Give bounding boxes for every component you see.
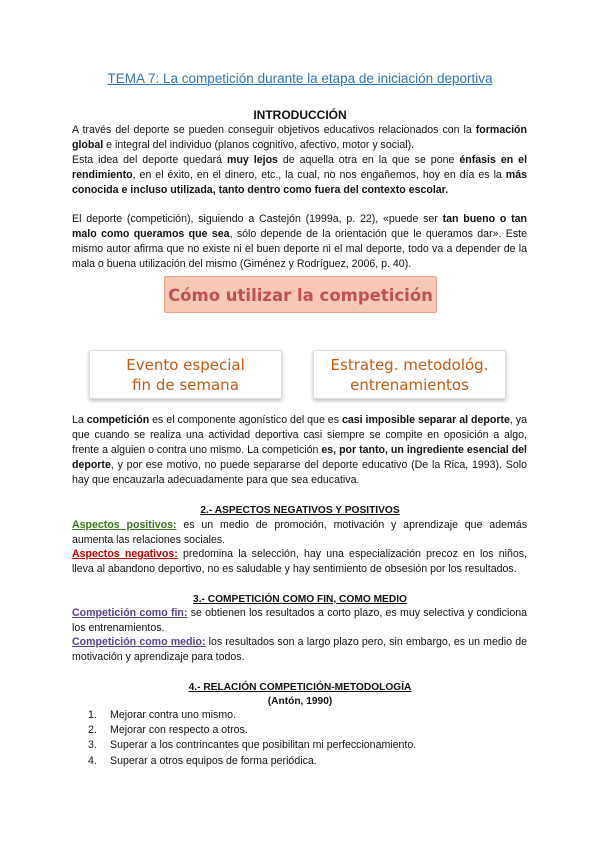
text-run: A través del deporte se pueden conseguir objetivos educativos relacionados con la (72, 124, 476, 136)
end-label: Competición como fin: (72, 607, 188, 619)
intro-paragraph-2 (72, 153, 527, 198)
competition-paragraph (72, 413, 527, 488)
bold-run: es, por tanto, un ingrediente esencial del deporte (72, 444, 528, 471)
section-4-heading: 4.- RELACIÓN COMPETICIÓN-METODOLOGÍA (188, 682, 412, 693)
text-run: de aquella otra en la que se pone (277, 154, 460, 166)
section-3-heading: 3.- COMPETICIÓN COMO FIN, COMO MEDIO (193, 594, 407, 605)
diagram-left-line-1: Evento especial (126, 356, 245, 374)
list-item: 2. Mejorar con respecto a otros. (88, 724, 248, 737)
bold-run: casi imposible separar al deporte (341, 414, 510, 426)
bold-run: formación global (72, 124, 527, 151)
text-run: , en el éxito, en el dinero, etc., la cual, no nos engañemos, hoy en día es la (132, 169, 506, 181)
text-run: es el componente agonístico del que es (149, 414, 342, 426)
list-item: 3. Superar a los contrincantes que posibilitan mi perfeccionamiento. (88, 739, 417, 752)
positive-label: Aspectos positivos: (72, 519, 177, 531)
text-run: e integral del individuo (planos cognitivo, afectivo, motor y social). (103, 139, 415, 151)
list-item: 4. Superar a otros equipos de forma periódica. (88, 754, 317, 767)
document-title: TEMA 7: La competición durante la etapa de iniciación deportiva (107, 71, 493, 86)
positive-aspects (72, 518, 527, 548)
bold-run: más conocida e incluso utilizada, tanto dentro como fuera del contexto escolar. (72, 169, 527, 196)
section-2-heading: 2.- ASPECTOS NEGATIVOS Y POSITIVOS (200, 505, 400, 516)
intro-heading: INTRODUCCIÓN (253, 108, 347, 122)
section-4-subheading: (Antón, 1990) (267, 696, 333, 707)
means-label: Competición como medio: (72, 636, 206, 648)
diagram-right-line-2: entrenamientos (350, 376, 469, 394)
methodology-list (88, 708, 528, 769)
intro-paragraph-1 (72, 123, 527, 153)
positive-text: es un medio de promoción, motivación y aprendizaje que además aumenta las relaciones sociales. (72, 519, 527, 546)
bold-run: competición (86, 414, 150, 426)
bold-run: muy lejos (227, 154, 278, 166)
bold-run: tan bueno o tan malo como queramos que sea (72, 213, 527, 240)
negative-aspects (72, 547, 527, 577)
diagram-main-box: Cómo utilizar la competición (164, 276, 437, 313)
diagram-right-line-1: Estrateg. metodológ. (330, 356, 489, 374)
text-run: Esta idea del deporte quedará (72, 154, 228, 166)
competition-as-end (72, 606, 527, 636)
diagram-left-box (89, 350, 282, 399)
text-run: La (72, 414, 87, 426)
negative-label: Aspectos negativos: (72, 548, 178, 560)
diagram-right-box (313, 350, 506, 399)
text-run: , sólo depende de la orientación que le queramos dar». Este mismo autor afirma que no existe ni el buen deporte ni el mal deporte, todo va a depender de la mala o buena utilización del mismo (Giménez y Rodríguez, 2006, p. 40). (72, 228, 527, 270)
text-run: El deporte (competición), siguiendo a Castejón (1999a, p. 22), «puede ser (72, 213, 443, 225)
text-run: , y por ese motivo, no puede separarse del deporte educativo (De la Rica, 1993). Solo hay que encauzarla adecuadamente para que sea educativa. (72, 459, 527, 486)
intro-paragraph-3 (72, 212, 527, 272)
end-text: se obtienen los resultados a corto plazo, es muy selectiva y condiciona los entrenamientos. (72, 607, 527, 634)
competition-as-means (72, 635, 527, 665)
bold-run: énfasis en el rendimiento (72, 154, 528, 181)
text-run: , ya que cuando se realiza una actividad deportiva casi siempre se compite en oposición a algo, frente a alguien o contra uno mismo. La competición (72, 414, 527, 456)
list-item: 1. Mejorar contra uno mismo. (88, 709, 236, 721)
diagram-left-line-2: fin de semana (132, 376, 239, 394)
negative-text: predomina la selección, hay una especialización precoz en los niños, lleva al abandono deportivo, no es saludable y hay sentimiento de obsesión por los resultados. (72, 548, 527, 575)
means-text: los resultados son a largo plazo pero, sin embargo, es un medio de motivación y aprendizaje para todos. (72, 636, 527, 663)
